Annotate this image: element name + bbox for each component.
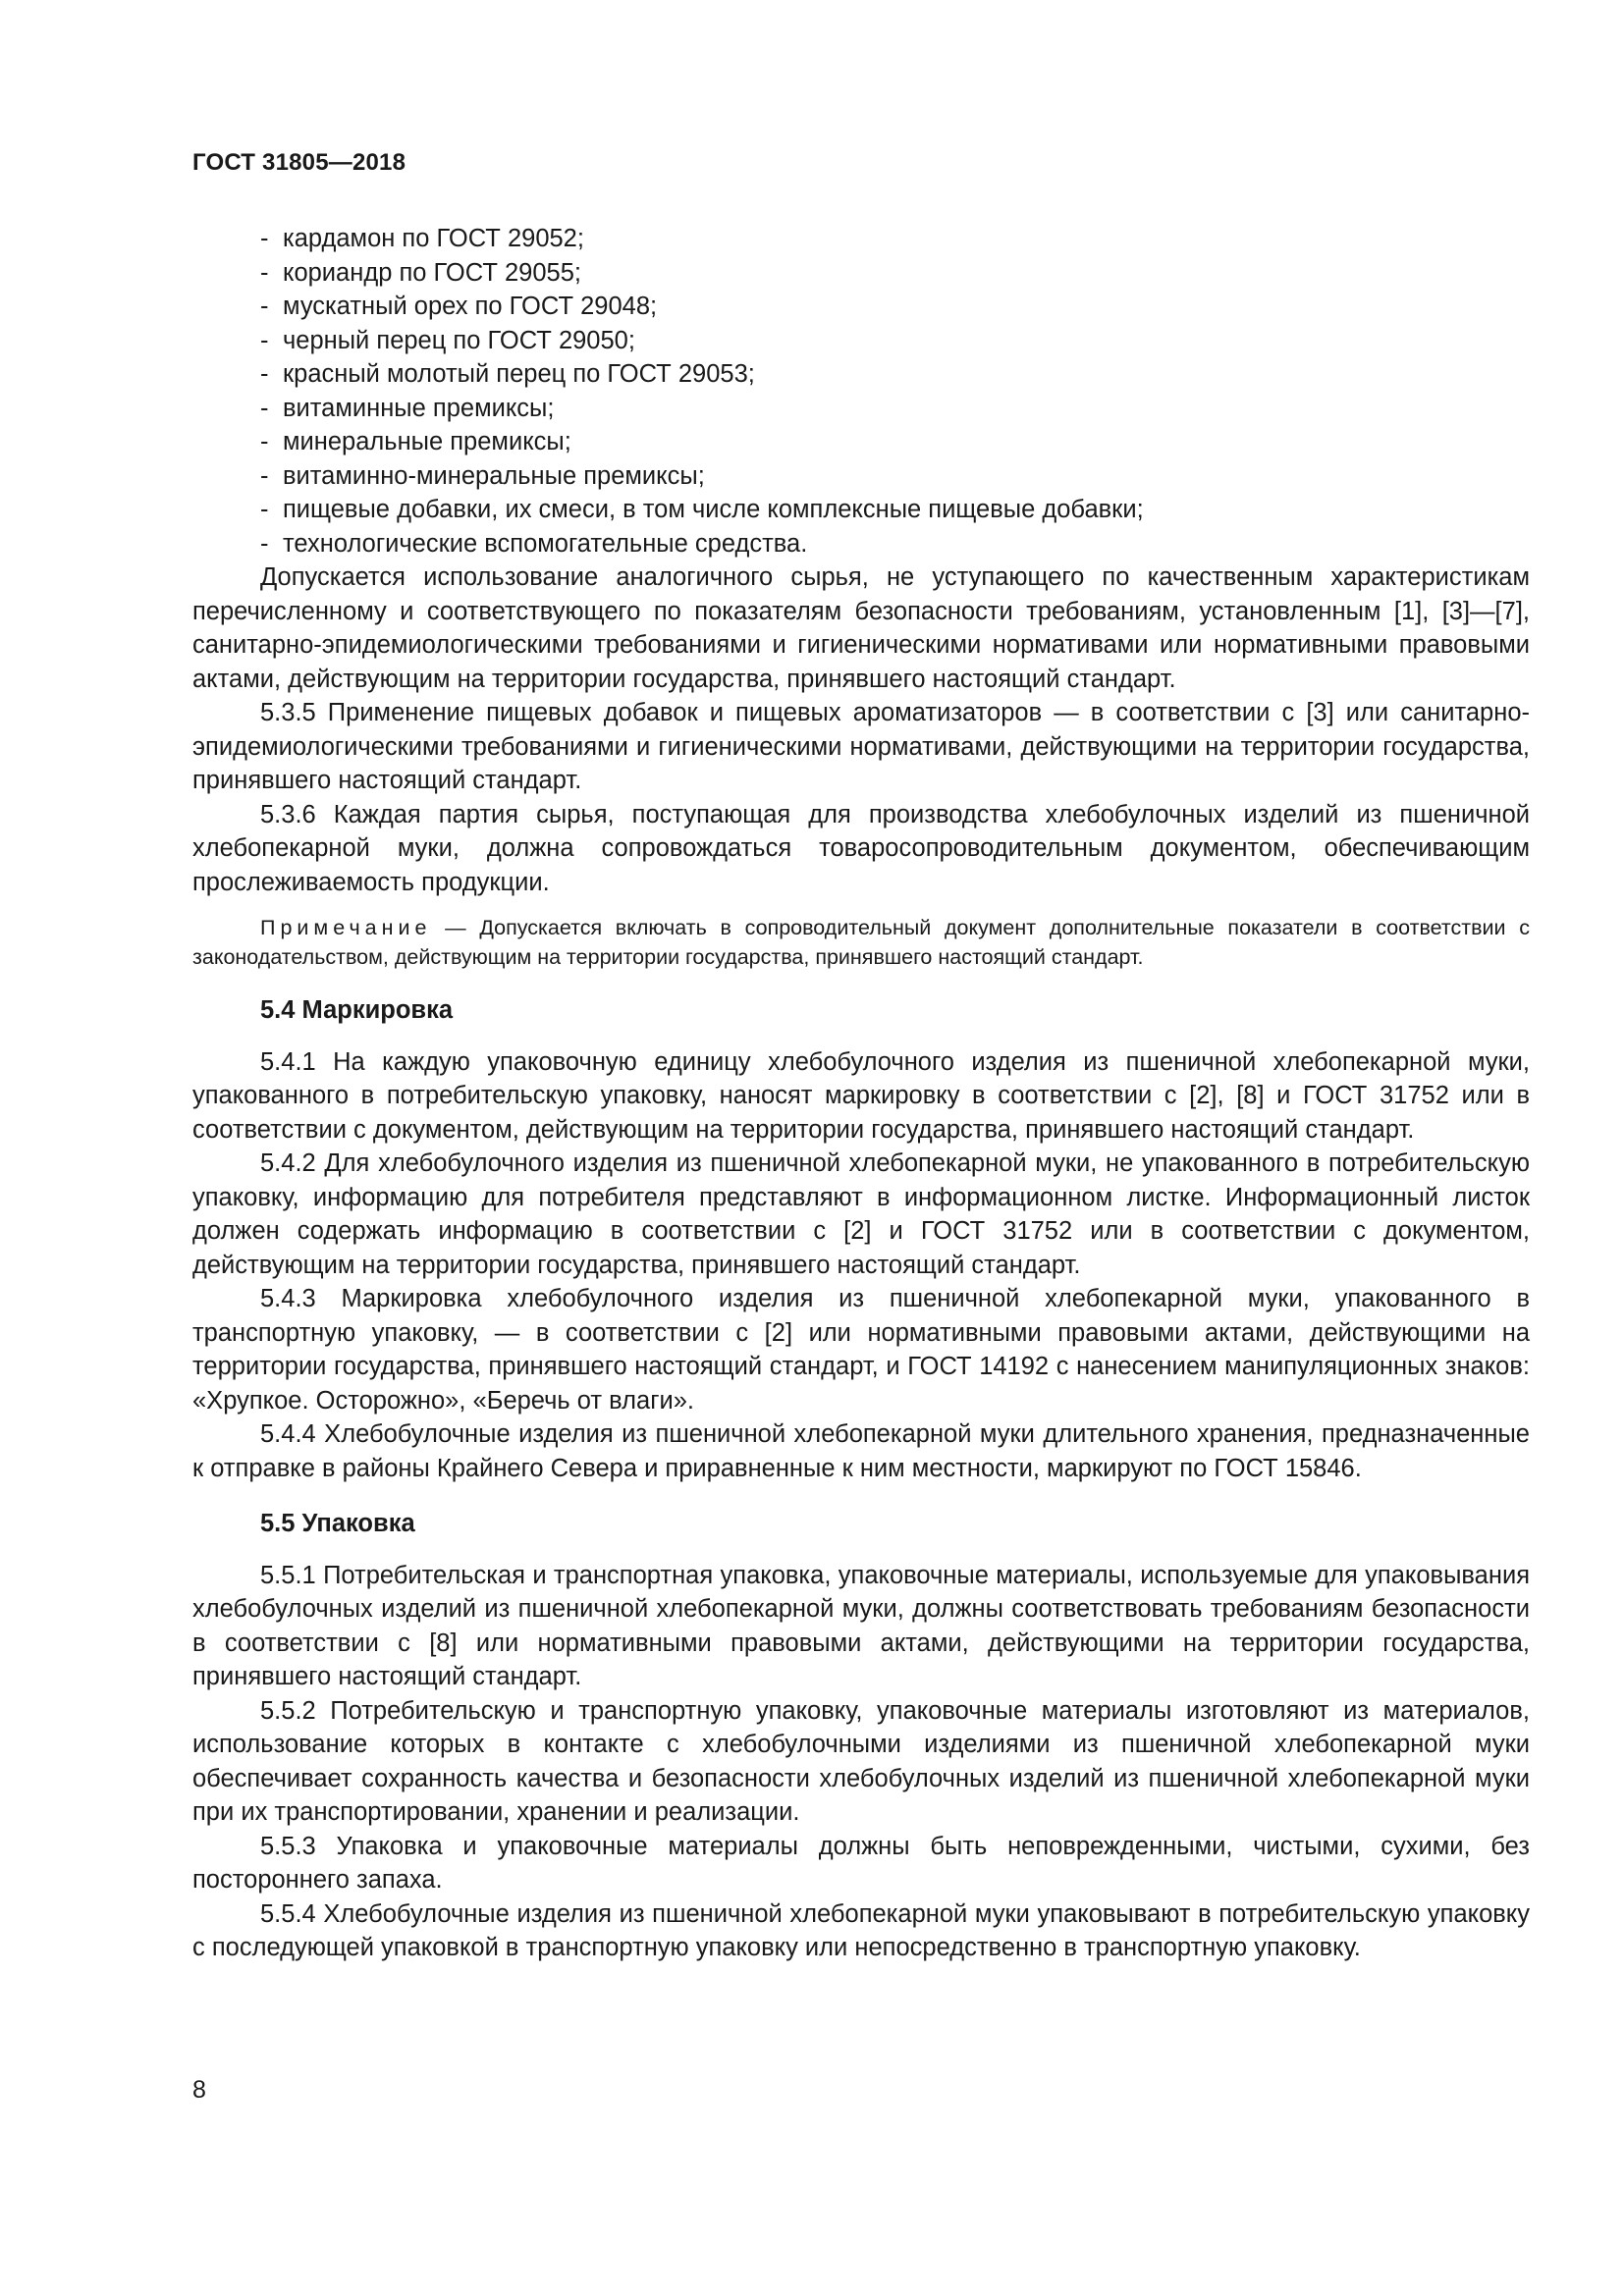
paragraph-5-5-1: 5.5.1 Потребительская и транспортная упаковка, упаковочные материалы, используемые для упаковывания хлебобулочных изделий из пшеничной хлебопекарной муки, должны соответствовать требованиям безопасности в соответствии с [8] или нормативными правовыми актами, действующими на территории государства, принявшего настоящий стандарт. (192, 1561, 1530, 1690)
paragraph-5-4-3: 5.4.3 Маркировка хлебобулочного изделия из пшеничной хлебопекарной муки, упакованного в транспортную упаковку, — в соответствии с [2] или нормативными правовыми актами, действующими на территории государства, принявшего настоящий стандарт, и ГОСТ 14192 с нанесением манипуляционных знаков: «Хрупкое. Осторожно», «Беречь от влаги». (192, 1285, 1530, 1415)
list-dash: - (260, 529, 269, 558)
paragraph-analog-raw-materials: Допускается использование аналогичного сырья, не уступающего по качественным характеристикам перечисленному и соответствующего по показателям безопасности требованиям, установленным [1], [3]—[7], санитарно-эпидемиологическими требованиями и гигиеническими нормативами или нормативными правовыми актами, действующим на территории государства, принявшего настоящий стандарт. (192, 563, 1530, 693)
paragraph-5-4-2: 5.4.2 Для хлебобулочного изделия из пшеничной хлебопекарной муки, не упакованного в потребительскую упаковку, информацию для потребителя представляют в информационном листке. Информационный листок должен содержать информацию в соответствии с [2] и ГОСТ 31752 или в соответствии с документом, действующим на территории государства, принявшего настоящий стандарт. (192, 1149, 1530, 1279)
list-dash: - (260, 258, 269, 287)
paragraph-5-4-4: 5.4.4 Хлебобулочные изделия из пшеничной хлебопекарной муки длительного хранения, предназначенные к отправке в районы Крайнего Севера и приравненные к ним местности, маркируют по ГОСТ 15846. (192, 1420, 1530, 1482)
paragraph-5-4-1: 5.4.1 На каждую упаковочную единицу хлебобулочного изделия из пшеничной хлебопекарной муки, упакованного в потребительскую упаковку, наносят маркировку в соответствии с [2], [8] и ГОСТ 31752 или в соответствии с документом, действующим на территории государства, принявшего настоящий стандарт. (192, 1047, 1530, 1144)
paragraph-5-3-6: 5.3.6 Каждая партия сырья, поступающая для производства хлебобулочных изделий из пшеничной хлебопекарной муки, должна сопровождаться товаросопроводительным документом, обеспечивающим прослеживаемость продукции. (192, 800, 1530, 896)
list-dash: - (260, 428, 269, 455)
list-item: - пищевые добавки, их смеси, в том числе комплексные пищевые добавки; (260, 493, 1530, 527)
section-heading-5-5: 5.5 Упаковка (260, 1510, 415, 1537)
list-dash: - (260, 496, 269, 523)
paragraph-5-5-2: 5.5.2 Потребительскую и транспортную упаковку, упаковочные материалы изготовляют из материалов, использование которых в контакте с хлебобулочными изделиями из пшеничной хлебопекарной муки обеспечивает сохранность качества и безопасности хлебобулочных изделий из пшеничной хлебопекарной муки при их транспортировании, хранении и реализации. (192, 1696, 1530, 1826)
list-item: - черный перец по ГОСТ 29050; (260, 324, 1530, 358)
list-dash: - (260, 360, 269, 388)
page-content (192, 222, 1530, 1965)
list-item: - минеральные премиксы; (260, 425, 1530, 459)
note-text: — Допускается включать в сопроводительный документ дополнительные показатели в соответствии с законодательством, действующим на территории государства, принявшего настоящий стандарт. (192, 916, 1530, 969)
list-item: - витаминно-минеральные премиксы; (260, 459, 1530, 494)
list-item: - технологические вспомогательные средства. (260, 527, 1530, 561)
ingredient-list (192, 222, 1530, 561)
list-item: - мускатный орех по ГОСТ 29048; (260, 290, 1530, 324)
list-item: - витаминные премиксы; (260, 392, 1530, 426)
list-item: - кардамон по ГОСТ 29052; (260, 222, 1530, 256)
list-dash: - (260, 394, 269, 422)
list-dash: - (260, 293, 269, 320)
section-heading-5-4: 5.4 Маркировка (260, 996, 454, 1024)
paragraph-5-5-4: 5.5.4 Хлебобулочные изделия из пшеничной хлебопекарной муки упаковывают в потребительскую упаковку с последующей упаковкой в транспортную упаковку или непосредственно в транспортную упаковку. (192, 1899, 1530, 1961)
list-dash: - (260, 326, 269, 354)
list-dash: - (260, 225, 269, 252)
page-number: 8 (192, 2076, 206, 2104)
note-block (192, 913, 1530, 972)
paragraph-5-3-5: 5.3.5 Применение пищевых добавок и пищевых ароматизаторов — в соответствии с [3] или санитарно-эпидемиологическими требованиями и гигиеническими нормативами, действующими на территории государства, принявшего настоящий стандарт. (192, 699, 1530, 794)
list-dash: - (260, 461, 269, 490)
paragraph-5-5-3: 5.5.3 Упаковка и упаковочные материалы должны быть неповрежденными, чистыми, сухими, без постороннего запаха. (192, 1832, 1530, 1894)
list-item: - красный молотый перец по ГОСТ 29053; (260, 357, 1530, 392)
list-item: - кориандр по ГОСТ 29055; (260, 256, 1530, 291)
note-label: Примечание (260, 916, 432, 939)
document-code-header: ГОСТ 31805—2018 (192, 149, 406, 176)
